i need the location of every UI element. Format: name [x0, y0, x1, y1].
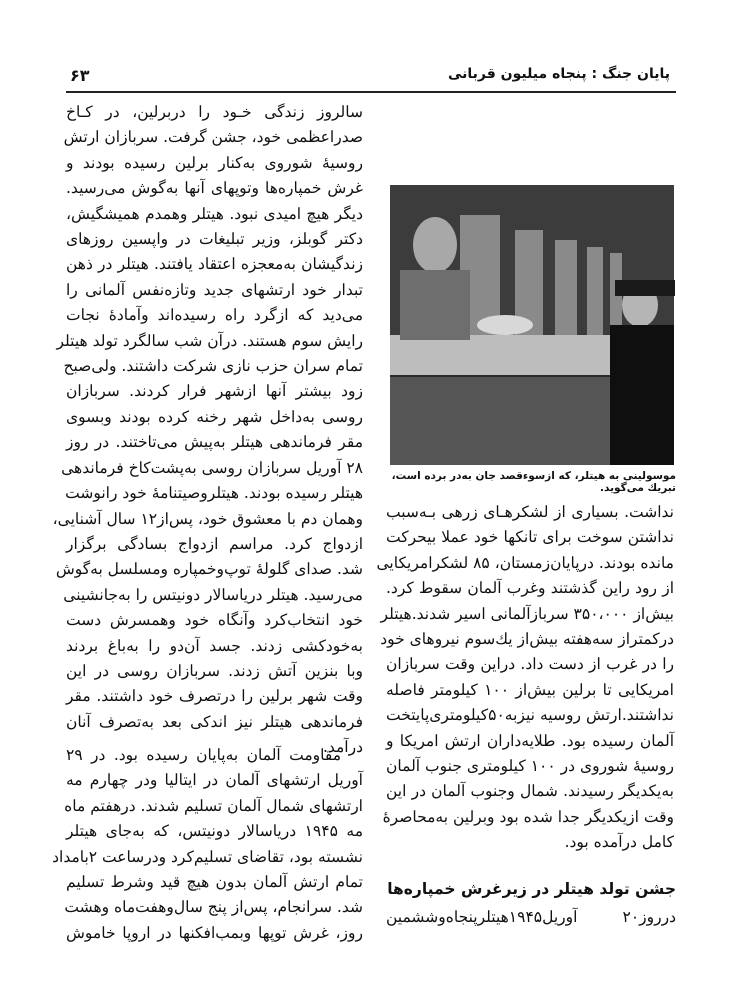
text-line: ۲۸ آوریل سربازان روسی به‌پشت‌کاخ فرماندهی — [61, 458, 363, 477]
section-heading: جشن تولد هیتلر در زیرغرش خمپاره‌ها — [387, 880, 676, 898]
text-line: بیش‌از ۳۵۰،۰۰۰ سربازآلمانی اسیر شدند.هیتلر — [380, 604, 674, 623]
text-line: وهمان دم با معشوق خود، پس‌از۱۲ سال آشنایی، — [52, 509, 363, 528]
text-line: مانده بودند. درپایان‌زمستان، ۸۵ لشکرامریکایی — [376, 553, 674, 572]
text-line: نشسته بود، تقاضای تسلیم‌کرد ودرساعت ۲بامداد — [52, 847, 363, 866]
text-line: می‌رسید. هیتلر دریاسالار دونیتس را به‌جانشینی — [63, 585, 363, 604]
text-line: آوریل ارتشهای آلمان در ایتالیا ودر چهارم مه — [66, 771, 363, 790]
text-line: وقت ازیکدیگر جدا شده بود وبرلین به‌محاصرهٔ — [382, 807, 674, 826]
text-line: امریکایی تا برلین بیش‌از ۱۰۰ کیلومتر فاصله — [386, 680, 674, 699]
text-line: را در غرب از دست داد. دراین وقت سربازان — [386, 655, 674, 674]
text-line: تمام ارتش آلمان بدون هیچ قید وشرط تسلیم — [66, 873, 363, 892]
text-line: از رود راین گذشتند وغرب آلمان سقوط کرد. — [386, 579, 674, 598]
header-rule — [66, 91, 676, 93]
text-line: زندگیشان به‌معجزه اعتقاد یافتند. هیتلر در ذهن — [66, 255, 363, 274]
text-line: هیتلر رسیده بودند. هیتلروصیتنامهٔ خود رانوشت — [65, 484, 363, 503]
text-line: نداشتن سوخت برای تانکها خود عملا بیحرکت — [386, 528, 674, 547]
text-line: روسیهٔ شوروی به‌کنار برلین رسیده بودند و — [66, 153, 363, 172]
text-line: دیگر هیچ امیدی نبود. هیتلر وهمدم همیشگیش، — [66, 204, 363, 223]
header-title: پایان جنگ : پنجاه میلیون قربانی — [447, 66, 670, 82]
text-line: روز، غرش توپها وبمب‌افکنها در اروپا خاموش — [66, 923, 363, 942]
running-header — [66, 66, 674, 88]
text-line: رایش سوم هستند. درآن شب سالگرد تولد هیتلر — [56, 331, 363, 350]
text-line: درآمد. — [322, 738, 363, 757]
text-line: زود بیشتر آنها ازشهر فرار کردند. سربازان — [66, 382, 363, 401]
text-line: دکتر گوبلز، وزیر تبلیغات در واپسین روزهای — [66, 230, 363, 249]
text-line: سالروز زندگی خـود را دربرلین، در کـاخ — [66, 103, 363, 121]
text-line: فرماندهی هیتلر نیز اندکی بعد به‌تصرف آنان — [66, 712, 363, 731]
photo-caption: موسولینی به هیتلر، که ازسوءقصد جان به‌در برده است، تبریك می‌گوید. — [391, 470, 676, 494]
text-line: مقر فرماندهی هیتلر به‌پیش می‌تاختند. در روز — [66, 433, 363, 452]
text-line: ارتشهای شمال آلمان تسلیم شدند. درهفتم ماه — [64, 796, 363, 815]
text-line: شد. صدای گلولهٔ توپ‌وخمپاره ومسلسل به‌گوش — [55, 560, 363, 579]
text-line: مقاومت آلمان به‌پایان رسیده بود. در ۲۹ — [66, 746, 341, 764]
text-line: تبدار خود ارتشهای جدید وتازه‌نفس آلمانی را — [66, 280, 363, 299]
text-line: مه ۱۹۴۵ دریاسالار دونیتس، که به‌جای هیتلر — [66, 822, 364, 841]
text-line: نداشتند.ارتش روسیه نیزبه‌۵۰کیلومتری‌پایتخت — [386, 706, 674, 725]
text-line: خود انتخاب‌کرد وآنگاه خود وهمسرش دست — [66, 611, 363, 630]
text-line: نداشت. بسیاری از لشکرهـای زرهی بـه‌سبب — [386, 503, 674, 521]
text-line: تمام سران حزب نازی شرکت داشتند. ولی‌صبح — [63, 357, 363, 376]
text-line: کامل درآمده بود. — [564, 833, 674, 852]
text-line: آلمان رسیده بود. طلایه‌داران ارتش امریکا و — [386, 731, 674, 750]
text-line: درکمتراز سه‌هفته بیش‌از یك‌سوم نیروهای خود — [380, 630, 674, 649]
text-line: روسیهٔ شوروی در ۱۰۰ کیلومتری جنوب آلمان — [386, 757, 674, 776]
text-line: به‌یکدیگر رسیدند. شمال وجنوب آلمان در این — [386, 782, 674, 801]
text-line: غرش خمپاره‌ها وتوپهای آنها به‌گوش می‌رسید. — [66, 179, 363, 198]
section-first-line: درروز۲۰ آوریل۱۹۴۵هیتلرپنجاه‌وششمین — [386, 908, 676, 926]
text-line: روسی به‌داخل شهر رخنه کرده بودند وبسوی — [66, 407, 363, 426]
text-line: صدراعظمی خود، جشن گرفت. سربازان ارتش — [63, 128, 363, 147]
text-line: ازدواج کرد. مراسم ازدواج بسادگی برگزار — [66, 534, 363, 553]
historical-photo — [390, 185, 674, 465]
right-column-bottom — [52, 743, 364, 946]
text-line: وقت شهر برلین را درتصرف خود داشتند. مقر — [66, 687, 363, 706]
left-column — [376, 500, 674, 856]
text-line: می‌دید که ازگرد راه رسیده‌اند وآمادهٔ نجات — [66, 306, 363, 325]
text-line: به‌خودکشی زدند. جسد آن‌دو را به‌باغ بردند — [66, 636, 363, 655]
page-number: ۶۳ — [70, 66, 90, 85]
text-line: شد. سرانجام، پس‌از پنج سال‌وهفت‌ماه وهشت — [64, 898, 363, 917]
text-line: وبا بنزین آتش زدند. سربازان روسی در این — [66, 661, 363, 680]
train-photo-illustration — [390, 185, 674, 465]
right-column-top — [52, 100, 363, 761]
